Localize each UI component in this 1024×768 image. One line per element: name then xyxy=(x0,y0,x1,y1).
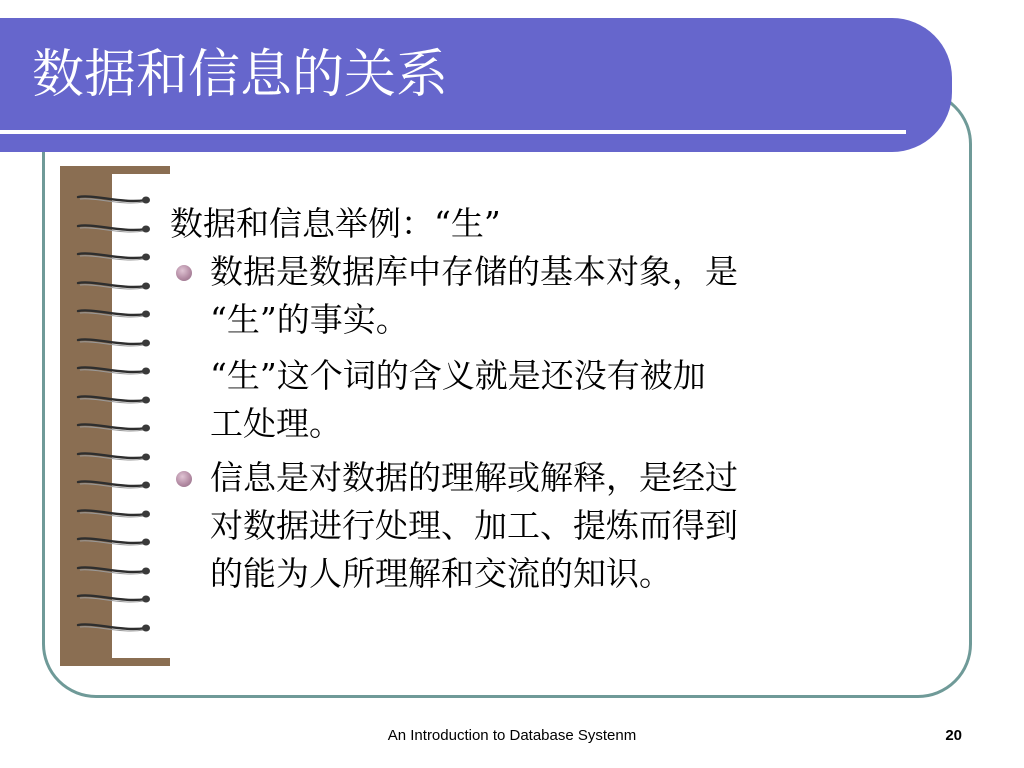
spiral-ring-icon xyxy=(76,508,152,520)
spiral-ring-icon xyxy=(76,280,152,292)
bullet-item-data xyxy=(170,248,940,344)
spiral-ring-icon xyxy=(76,451,152,463)
spiral-ring-icon xyxy=(76,622,152,634)
intro-text: 数据和信息举例：“生” xyxy=(170,204,501,243)
title-underline xyxy=(0,130,906,134)
bullet-item-information xyxy=(170,454,940,598)
spiral-ring-icon xyxy=(76,251,152,263)
spiral-ring-icon xyxy=(76,394,152,406)
spiral-ring-icon xyxy=(76,536,152,548)
footer-text: An Introduction to Database Systenm xyxy=(387,727,637,744)
binding-page-edge xyxy=(112,174,170,658)
spiral-ring-icon xyxy=(76,479,152,491)
bullet-continuation xyxy=(170,352,940,448)
spiral-ring-icon xyxy=(76,194,152,206)
bullet-icon xyxy=(176,471,192,487)
bullet-line: “生”的事实。 xyxy=(210,300,409,339)
page-number: 20 xyxy=(945,727,962,744)
spiral-ring-icon xyxy=(76,593,152,605)
spiral-binding-icon xyxy=(60,166,170,666)
spiral-ring-icon xyxy=(76,422,152,434)
bullet-line: 数据是数据库中存储的基本对象，是 xyxy=(210,252,738,291)
continuation-line: “生”这个词的含义就是还没有被加 xyxy=(210,356,706,395)
slide-title: 数据和信息的关系 xyxy=(32,45,449,105)
spiral-ring-icon xyxy=(76,337,152,349)
bullet-line: 对数据进行处理、加工、提炼而得到 xyxy=(210,506,738,545)
bullet-icon xyxy=(176,265,192,281)
continuation-line: 工处理。 xyxy=(210,404,342,443)
spiral-ring-icon xyxy=(76,565,152,577)
spiral-ring-icon xyxy=(76,365,152,377)
spiral-ring-icon xyxy=(76,223,152,235)
bullet-line: 的能为人所理解和交流的知识。 xyxy=(210,554,672,593)
spiral-ring-icon xyxy=(76,308,152,320)
slide-body xyxy=(170,200,940,598)
bullet-line: 信息是对数据的理解或解释，是经过 xyxy=(210,458,738,497)
